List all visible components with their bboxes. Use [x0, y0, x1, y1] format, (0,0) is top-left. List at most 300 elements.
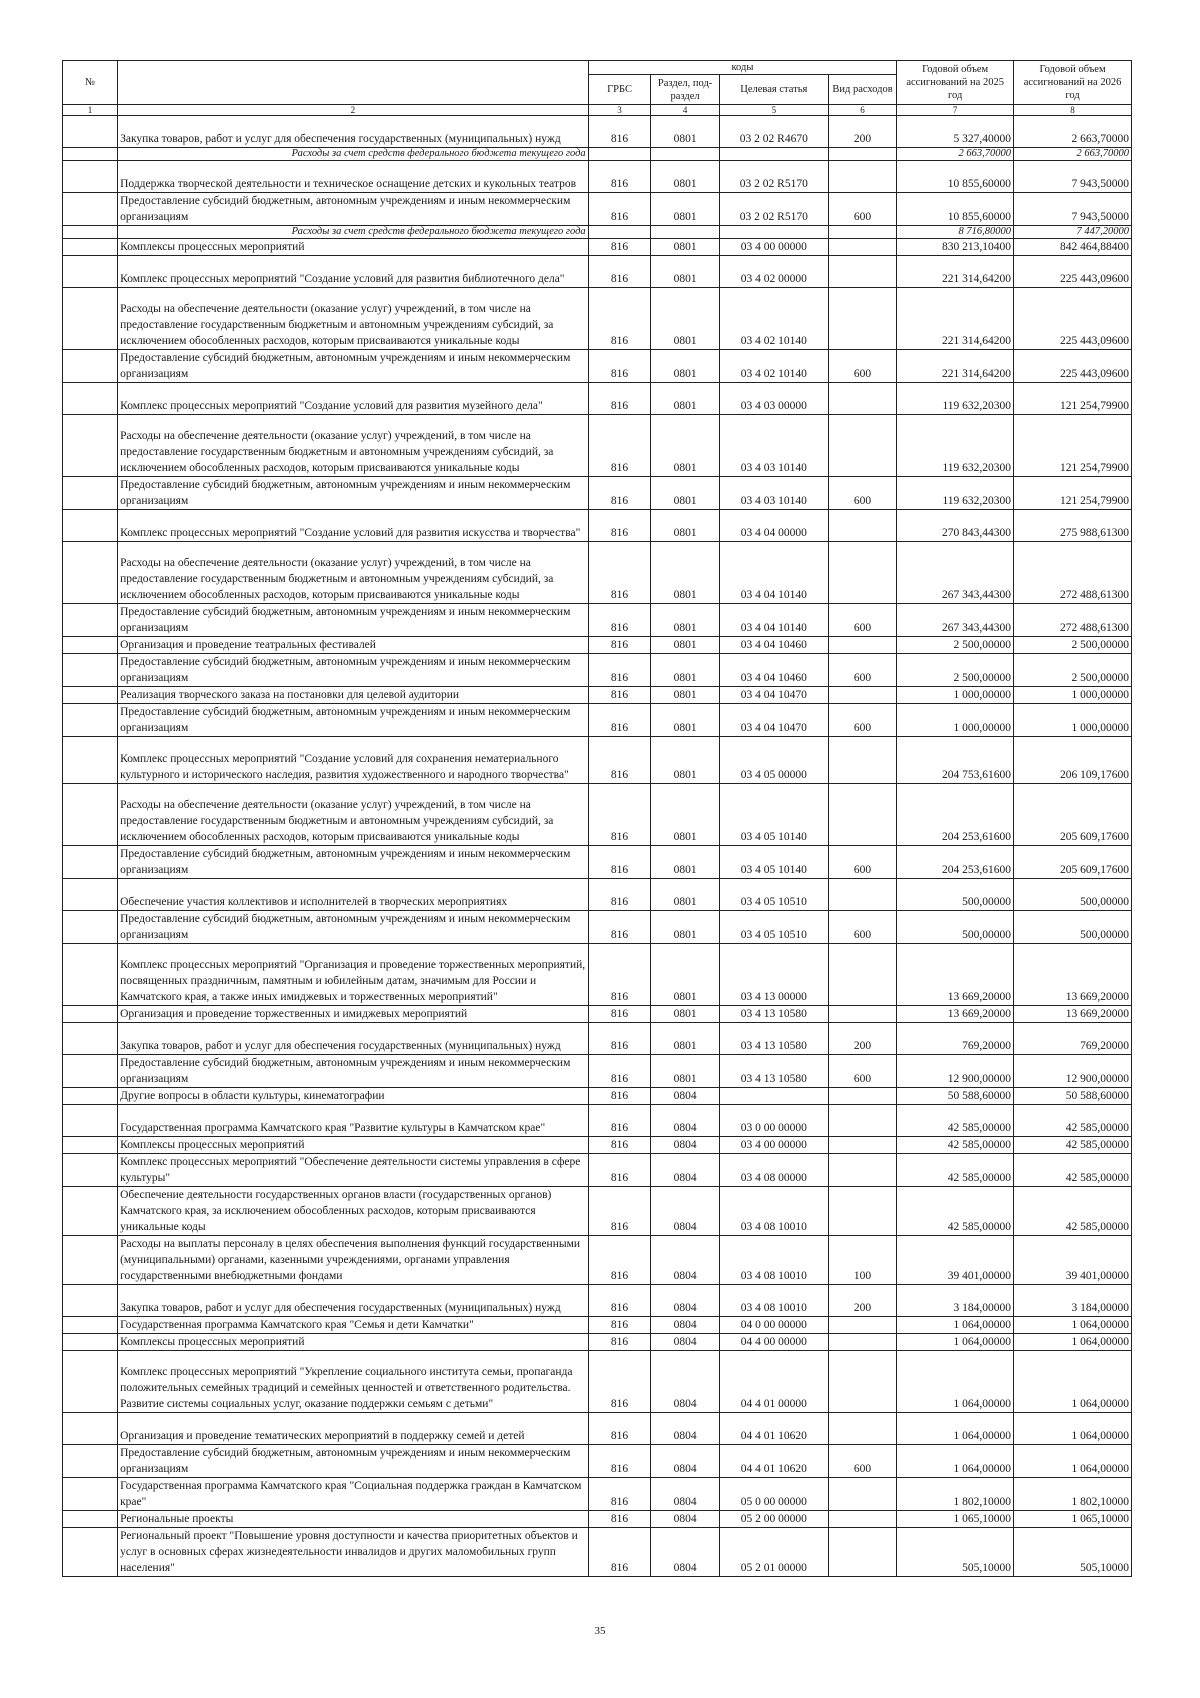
- row-grbs: 816: [588, 704, 651, 737]
- row-vol-2025: 42 585,00000: [897, 1187, 1014, 1236]
- row-expense-type: [828, 161, 896, 193]
- header-vol-2025: Годовой объем ассигнований на 2025 год: [897, 61, 1014, 105]
- row-grbs: 816: [588, 911, 651, 944]
- row-section: 0801: [651, 193, 719, 226]
- row-number: [63, 1317, 118, 1334]
- row-name: Организация и проведение театральных фестивалей: [118, 637, 589, 654]
- row-target: 03 0 00 00000: [719, 1105, 828, 1137]
- row-number: [63, 1478, 118, 1511]
- row-number: [63, 1105, 118, 1137]
- header-grbs: ГРБС: [588, 75, 651, 105]
- row-vol-2026: 1 065,10000: [1014, 1511, 1132, 1528]
- row-vol-2025: 5 327,40000: [897, 116, 1014, 148]
- row-name: Комплекс процессных мероприятий "Создание условий для развития искусства и творчества": [118, 510, 589, 542]
- row-section: 0801: [651, 510, 719, 542]
- row-vol-2025: 119 632,20300: [897, 477, 1014, 510]
- header-expense-type: Вид расходов: [828, 75, 896, 105]
- row-target: 03 4 00 00000: [719, 239, 828, 256]
- row-target: 03 4 13 10580: [719, 1006, 828, 1023]
- row-vol-2026: 205 609,17600: [1014, 846, 1132, 879]
- row-vol-2025: 267 343,44300: [897, 542, 1014, 604]
- row-grbs: 816: [588, 944, 651, 1006]
- row-name: Организация и проведение торжественных и имиджевых мероприятий: [118, 1006, 589, 1023]
- table-row: [63, 1317, 1132, 1334]
- row-number: [63, 226, 118, 239]
- row-section: 0801: [651, 1023, 719, 1055]
- row-grbs: 816: [588, 1055, 651, 1088]
- row-name: Комплексы процессных мероприятий: [118, 1334, 589, 1351]
- table-row: [63, 1445, 1132, 1478]
- row-number: [63, 784, 118, 846]
- table-row: [63, 148, 1132, 161]
- table-row: [63, 1236, 1132, 1285]
- table-row: [63, 604, 1132, 637]
- row-name: Предоставление субсидий бюджетным, автономным учреждениям и иным некоммерческим организациям: [118, 604, 589, 637]
- row-grbs: 816: [588, 350, 651, 383]
- table-row: [63, 1088, 1132, 1105]
- row-name: Предоставление субсидий бюджетным, автономным учреждениям и иным некоммерческим организациям: [118, 654, 589, 687]
- row-expense-type: [828, 239, 896, 256]
- table-row: [63, 1478, 1132, 1511]
- row-vol-2025: 119 632,20300: [897, 383, 1014, 415]
- row-grbs: 816: [588, 1105, 651, 1137]
- row-target: 03 4 05 10140: [719, 784, 828, 846]
- table-row: [63, 1006, 1132, 1023]
- page-number: 35: [594, 1625, 606, 1637]
- row-section: 0804: [651, 1511, 719, 1528]
- row-grbs: 816: [588, 687, 651, 704]
- table-row: [63, 542, 1132, 604]
- table-row: [63, 1055, 1132, 1088]
- row-number: [63, 1055, 118, 1088]
- header-codes: коды: [588, 61, 897, 75]
- row-section: 0801: [651, 239, 719, 256]
- row-grbs: 816: [588, 1088, 651, 1105]
- row-name: Предоставление субсидий бюджетным, автономным учреждениям и иным некоммерческим организациям: [118, 350, 589, 383]
- row-expense-type: [828, 148, 896, 161]
- row-section: 0804: [651, 1154, 719, 1187]
- row-vol-2026: 225 443,09600: [1014, 256, 1132, 288]
- row-expense-type: [828, 637, 896, 654]
- row-expense-type: 200: [828, 1023, 896, 1055]
- row-target: 03 4 00 00000: [719, 1137, 828, 1154]
- row-name: Расходы на выплаты персоналу в целях обеспечения выполнения функций государственными (муниципальными) органами, казенными учреждениями, органами управления государственными внебюджетными фондами: [118, 1236, 589, 1285]
- row-expense-type: [828, 1317, 896, 1334]
- row-grbs: 816: [588, 1137, 651, 1154]
- row-number: [63, 256, 118, 288]
- table-row: [63, 1511, 1132, 1528]
- table-row: [63, 1351, 1132, 1413]
- row-vol-2026: 206 109,17600: [1014, 737, 1132, 784]
- row-section: 0801: [651, 161, 719, 193]
- row-grbs: 816: [588, 161, 651, 193]
- row-number: [63, 415, 118, 477]
- row-vol-2025: 2 663,70000: [897, 148, 1014, 161]
- table-row: [63, 415, 1132, 477]
- row-vol-2026: 2 663,70000: [1014, 116, 1132, 148]
- row-expense-type: [828, 226, 896, 239]
- row-vol-2026: 121 254,79900: [1014, 477, 1132, 510]
- row-target: 03 4 04 10470: [719, 704, 828, 737]
- table-row: [63, 161, 1132, 193]
- row-name: Поддержка творческой деятельности и техническое оснащение детских и кукольных театров: [118, 161, 589, 193]
- row-vol-2025: 769,20000: [897, 1023, 1014, 1055]
- table-row: [63, 288, 1132, 350]
- row-target: 04 4 00 00000: [719, 1334, 828, 1351]
- row-vol-2026: 1 064,00000: [1014, 1317, 1132, 1334]
- row-section: 0804: [651, 1285, 719, 1317]
- row-section: 0804: [651, 1236, 719, 1285]
- table-row: [63, 1105, 1132, 1137]
- row-section: [651, 226, 719, 239]
- row-section: 0804: [651, 1317, 719, 1334]
- table-row: [63, 1187, 1132, 1236]
- row-grbs: 816: [588, 654, 651, 687]
- row-vol-2026: 2 663,70000: [1014, 148, 1132, 161]
- row-vol-2026: 500,00000: [1014, 879, 1132, 911]
- row-vol-2026: 7 943,50000: [1014, 193, 1132, 226]
- row-expense-type: 600: [828, 604, 896, 637]
- header-name: [118, 61, 589, 105]
- row-vol-2026: 272 488,61300: [1014, 542, 1132, 604]
- row-vol-2025: 13 669,20000: [897, 1006, 1014, 1023]
- row-name: Комплекс процессных мероприятий "Создание условий для развития библиотечного дела": [118, 256, 589, 288]
- row-number: [63, 846, 118, 879]
- row-target: 04 0 00 00000: [719, 1317, 828, 1334]
- row-vol-2026: 1 064,00000: [1014, 1445, 1132, 1478]
- row-target: 03 4 02 00000: [719, 256, 828, 288]
- row-expense-type: [828, 737, 896, 784]
- row-expense-type: [828, 1478, 896, 1511]
- row-grbs: 816: [588, 1236, 651, 1285]
- row-vol-2025: 1 065,10000: [897, 1511, 1014, 1528]
- row-target: 03 4 08 00000: [719, 1154, 828, 1187]
- row-name: Реализация творческого заказа на постановки для целевой аудитории: [118, 687, 589, 704]
- row-grbs: 816: [588, 193, 651, 226]
- row-grbs: 816: [588, 1351, 651, 1413]
- row-vol-2025: 830 213,10400: [897, 239, 1014, 256]
- row-section: 0801: [651, 784, 719, 846]
- row-grbs: 816: [588, 737, 651, 784]
- row-vol-2026: 42 585,00000: [1014, 1105, 1132, 1137]
- row-expense-type: [828, 944, 896, 1006]
- col-number: 5: [719, 105, 828, 116]
- row-grbs: [588, 148, 651, 161]
- row-name: Региональные проекты: [118, 1511, 589, 1528]
- row-target: 03 4 04 10140: [719, 542, 828, 604]
- row-target: 05 0 00 00000: [719, 1478, 828, 1511]
- row-number: [63, 1088, 118, 1105]
- row-grbs: 816: [588, 1187, 651, 1236]
- row-vol-2026: 505,10000: [1014, 1528, 1132, 1577]
- row-target: 03 4 03 00000: [719, 383, 828, 415]
- row-section: 0801: [651, 604, 719, 637]
- table-row: [63, 784, 1132, 846]
- row-name: Комплекс процессных мероприятий "Создание условий для сохранения нематериального культурного и исторического наследия, развития художественного и народного творчества": [118, 737, 589, 784]
- row-name: Комплекс процессных мероприятий "Создание условий для развития музейного дела": [118, 383, 589, 415]
- row-vol-2026: 50 588,60000: [1014, 1088, 1132, 1105]
- budget-table-sheet: [62, 60, 1132, 1577]
- row-vol-2026: 1 802,10000: [1014, 1478, 1132, 1511]
- row-expense-type: 600: [828, 654, 896, 687]
- col-number: 4: [651, 105, 719, 116]
- row-number: [63, 1236, 118, 1285]
- row-vol-2026: 275 988,61300: [1014, 510, 1132, 542]
- row-section: 0801: [651, 350, 719, 383]
- row-name: Другие вопросы в области культуры, кинематографии: [118, 1088, 589, 1105]
- row-number: [63, 288, 118, 350]
- row-section: 0801: [651, 879, 719, 911]
- row-number: [63, 687, 118, 704]
- row-name: Комплекс процессных мероприятий "Обеспечение деятельности системы управления в сфере культуры": [118, 1154, 589, 1187]
- row-name: Закупка товаров, работ и услуг для обеспечения государственных (муниципальных) нужд: [118, 116, 589, 148]
- col-number: 8: [1014, 105, 1132, 116]
- row-target: [719, 148, 828, 161]
- table-row: [63, 911, 1132, 944]
- row-name: Обеспечение деятельности государственных органов власти (государственных органов) Камчатского края, за исключением обособленных расходов, которым присваиваются уникальные коды: [118, 1187, 589, 1236]
- row-grbs: 816: [588, 637, 651, 654]
- row-grbs: 816: [588, 288, 651, 350]
- row-section: 0801: [651, 737, 719, 784]
- row-number: [63, 704, 118, 737]
- row-expense-type: [828, 1137, 896, 1154]
- row-expense-type: 600: [828, 1055, 896, 1088]
- row-target: 03 4 13 10580: [719, 1055, 828, 1088]
- row-expense-type: [828, 1187, 896, 1236]
- row-vol-2025: 1 064,00000: [897, 1413, 1014, 1445]
- row-vol-2025: 1 064,00000: [897, 1317, 1014, 1334]
- col-number: 2: [118, 105, 589, 116]
- row-number: [63, 1154, 118, 1187]
- row-expense-type: [828, 1006, 896, 1023]
- row-vol-2026: 13 669,20000: [1014, 1006, 1132, 1023]
- row-section: 0804: [651, 1351, 719, 1413]
- table-row: [63, 1528, 1132, 1577]
- table-row: [63, 477, 1132, 510]
- table-row: [63, 654, 1132, 687]
- row-name: Предоставление субсидий бюджетным, автономным учреждениям и иным некоммерческим организациям: [118, 193, 589, 226]
- row-target: 03 4 05 10510: [719, 879, 828, 911]
- row-section: 0801: [651, 1055, 719, 1088]
- row-target: [719, 226, 828, 239]
- row-vol-2026: 2 500,00000: [1014, 654, 1132, 687]
- row-section: 0804: [651, 1137, 719, 1154]
- row-expense-type: [828, 1511, 896, 1528]
- table-row: [63, 1154, 1132, 1187]
- row-section: 0801: [651, 637, 719, 654]
- row-vol-2025: 1 802,10000: [897, 1478, 1014, 1511]
- row-number: [63, 383, 118, 415]
- row-name: Государственная программа Камчатского края "Социальная поддержка граждан в Камчатском крае": [118, 1478, 589, 1511]
- row-expense-type: [828, 687, 896, 704]
- row-target: 03 4 08 10010: [719, 1285, 828, 1317]
- row-number: [63, 148, 118, 161]
- row-vol-2025: 3 184,00000: [897, 1285, 1014, 1317]
- row-vol-2025: 221 314,64200: [897, 350, 1014, 383]
- row-grbs: 816: [588, 510, 651, 542]
- row-grbs: 816: [588, 477, 651, 510]
- row-grbs: [588, 226, 651, 239]
- row-grbs: 816: [588, 1528, 651, 1577]
- row-vol-2026: 1 064,00000: [1014, 1334, 1132, 1351]
- row-expense-type: [828, 1154, 896, 1187]
- row-expense-type: [828, 879, 896, 911]
- row-expense-type: [828, 1088, 896, 1105]
- row-section: [651, 148, 719, 161]
- table-row: [63, 846, 1132, 879]
- row-vol-2025: 1 064,00000: [897, 1351, 1014, 1413]
- table-row: [63, 737, 1132, 784]
- row-vol-2026: 39 401,00000: [1014, 1236, 1132, 1285]
- row-target: 03 4 13 10580: [719, 1023, 828, 1055]
- row-vol-2025: 270 843,44300: [897, 510, 1014, 542]
- row-target: 03 4 04 10140: [719, 604, 828, 637]
- row-target: 03 4 05 10140: [719, 846, 828, 879]
- row-vol-2025: 221 314,64200: [897, 256, 1014, 288]
- row-number: [63, 1351, 118, 1413]
- header-section: Раздел, под-раздел: [651, 75, 719, 105]
- row-target: 05 2 01 00000: [719, 1528, 828, 1577]
- row-vol-2025: 204 753,61600: [897, 737, 1014, 784]
- row-vol-2026: 225 443,09600: [1014, 288, 1132, 350]
- row-number: [63, 1445, 118, 1478]
- row-grbs: 816: [588, 383, 651, 415]
- row-vol-2025: 500,00000: [897, 911, 1014, 944]
- row-section: 0801: [651, 846, 719, 879]
- row-name: Государственная программа Камчатского края "Семья и дети Камчатки": [118, 1317, 589, 1334]
- row-number: [63, 161, 118, 193]
- row-number: [63, 1528, 118, 1577]
- row-number: [63, 911, 118, 944]
- row-grbs: 816: [588, 784, 651, 846]
- row-expense-type: [828, 542, 896, 604]
- row-name: Расходы за счет средств федерального бюджета текущего года: [118, 226, 589, 239]
- row-vol-2025: 13 669,20000: [897, 944, 1014, 1006]
- row-vol-2025: 204 253,61600: [897, 846, 1014, 879]
- row-target: 03 2 02 R5170: [719, 193, 828, 226]
- row-vol-2025: 505,10000: [897, 1528, 1014, 1577]
- col-number: 6: [828, 105, 896, 116]
- row-vol-2025: 2 500,00000: [897, 654, 1014, 687]
- row-vol-2026: 205 609,17600: [1014, 784, 1132, 846]
- row-section: 0804: [651, 1334, 719, 1351]
- row-number: [63, 542, 118, 604]
- row-target: 03 4 02 10140: [719, 288, 828, 350]
- col-number: 1: [63, 105, 118, 116]
- row-vol-2026: 769,20000: [1014, 1023, 1132, 1055]
- col-number: 7: [897, 105, 1014, 116]
- row-expense-type: [828, 256, 896, 288]
- row-grbs: 816: [588, 879, 651, 911]
- table-row: [63, 879, 1132, 911]
- row-vol-2026: 7 943,50000: [1014, 161, 1132, 193]
- row-name: Предоставление субсидий бюджетным, автономным учреждениям и иным некоммерческим организациям: [118, 477, 589, 510]
- row-vol-2026: 500,00000: [1014, 911, 1132, 944]
- row-expense-type: 600: [828, 846, 896, 879]
- row-name: Предоставление субсидий бюджетным, автономным учреждениям и иным некоммерческим организациям: [118, 846, 589, 879]
- col-number: 3: [588, 105, 651, 116]
- row-vol-2025: 42 585,00000: [897, 1105, 1014, 1137]
- row-section: 0801: [651, 687, 719, 704]
- row-vol-2026: 1 064,00000: [1014, 1413, 1132, 1445]
- row-grbs: 816: [588, 1006, 651, 1023]
- row-vol-2026: 7 447,20000: [1014, 226, 1132, 239]
- row-vol-2025: 10 855,60000: [897, 193, 1014, 226]
- row-name: Расходы на обеспечение деятельности (оказание услуг) учреждений, в том числе на предоставление государственным бюджетным и автономным учреждениям субсидий, за исключением обособленных расходов, которым присваиваются уникальные коды: [118, 415, 589, 477]
- row-number: [63, 239, 118, 256]
- row-vol-2026: 1 000,00000: [1014, 687, 1132, 704]
- row-vol-2025: 42 585,00000: [897, 1137, 1014, 1154]
- row-section: 0804: [651, 1413, 719, 1445]
- row-grbs: 816: [588, 1023, 651, 1055]
- row-section: 0801: [651, 704, 719, 737]
- row-number: [63, 1285, 118, 1317]
- row-section: 0804: [651, 1445, 719, 1478]
- row-number: [63, 116, 118, 148]
- row-vol-2026: 13 669,20000: [1014, 944, 1132, 1006]
- row-grbs: 816: [588, 1413, 651, 1445]
- row-name: Комплексы процессных мероприятий: [118, 1137, 589, 1154]
- row-expense-type: 200: [828, 1285, 896, 1317]
- row-vol-2026: 842 464,88400: [1014, 239, 1132, 256]
- row-section: 0801: [651, 542, 719, 604]
- row-target: 03 2 02 R5170: [719, 161, 828, 193]
- row-vol-2026: 121 254,79900: [1014, 415, 1132, 477]
- row-target: 04 4 01 00000: [719, 1351, 828, 1413]
- row-vol-2026: 42 585,00000: [1014, 1137, 1132, 1154]
- budget-rows: [63, 116, 1132, 1577]
- table-row: [63, 1334, 1132, 1351]
- row-name: Организация и проведение тематических мероприятий в поддержку семей и детей: [118, 1413, 589, 1445]
- row-vol-2026: 12 900,00000: [1014, 1055, 1132, 1088]
- row-vol-2026: 2 500,00000: [1014, 637, 1132, 654]
- row-section: 0801: [651, 654, 719, 687]
- table-row: [63, 687, 1132, 704]
- row-name: Предоставление субсидий бюджетным, автономным учреждениям и иным некоммерческим организациям: [118, 1055, 589, 1088]
- table-row: [63, 944, 1132, 1006]
- row-number: [63, 1006, 118, 1023]
- row-vol-2025: 221 314,64200: [897, 288, 1014, 350]
- row-number: [63, 944, 118, 1006]
- row-target: 05 2 00 00000: [719, 1511, 828, 1528]
- row-target: 03 4 05 10510: [719, 911, 828, 944]
- row-grbs: 816: [588, 1334, 651, 1351]
- row-vol-2025: 39 401,00000: [897, 1236, 1014, 1285]
- row-vol-2025: 267 343,44300: [897, 604, 1014, 637]
- row-grbs: 816: [588, 1317, 651, 1334]
- row-number: [63, 604, 118, 637]
- row-vol-2025: 42 585,00000: [897, 1154, 1014, 1187]
- row-target: 03 4 04 10460: [719, 654, 828, 687]
- table-row: [63, 1413, 1132, 1445]
- table-row: [63, 350, 1132, 383]
- row-vol-2025: 1 000,00000: [897, 704, 1014, 737]
- row-vol-2026: 3 184,00000: [1014, 1285, 1132, 1317]
- row-grbs: 816: [588, 1511, 651, 1528]
- row-grbs: 816: [588, 1154, 651, 1187]
- table-row: [63, 226, 1132, 239]
- row-name: Комплексы процессных мероприятий: [118, 239, 589, 256]
- row-section: 0804: [651, 1088, 719, 1105]
- header-vol-2026: Годовой объем ассигнований на 2026 год: [1014, 61, 1132, 105]
- table-row: [63, 1023, 1132, 1055]
- row-expense-type: 600: [828, 1445, 896, 1478]
- row-name: Предоставление субсидий бюджетным, автономным учреждениям и иным некоммерческим организациям: [118, 1445, 589, 1478]
- row-vol-2026: 1 000,00000: [1014, 704, 1132, 737]
- row-section: 0801: [651, 911, 719, 944]
- row-expense-type: 600: [828, 477, 896, 510]
- row-expense-type: [828, 383, 896, 415]
